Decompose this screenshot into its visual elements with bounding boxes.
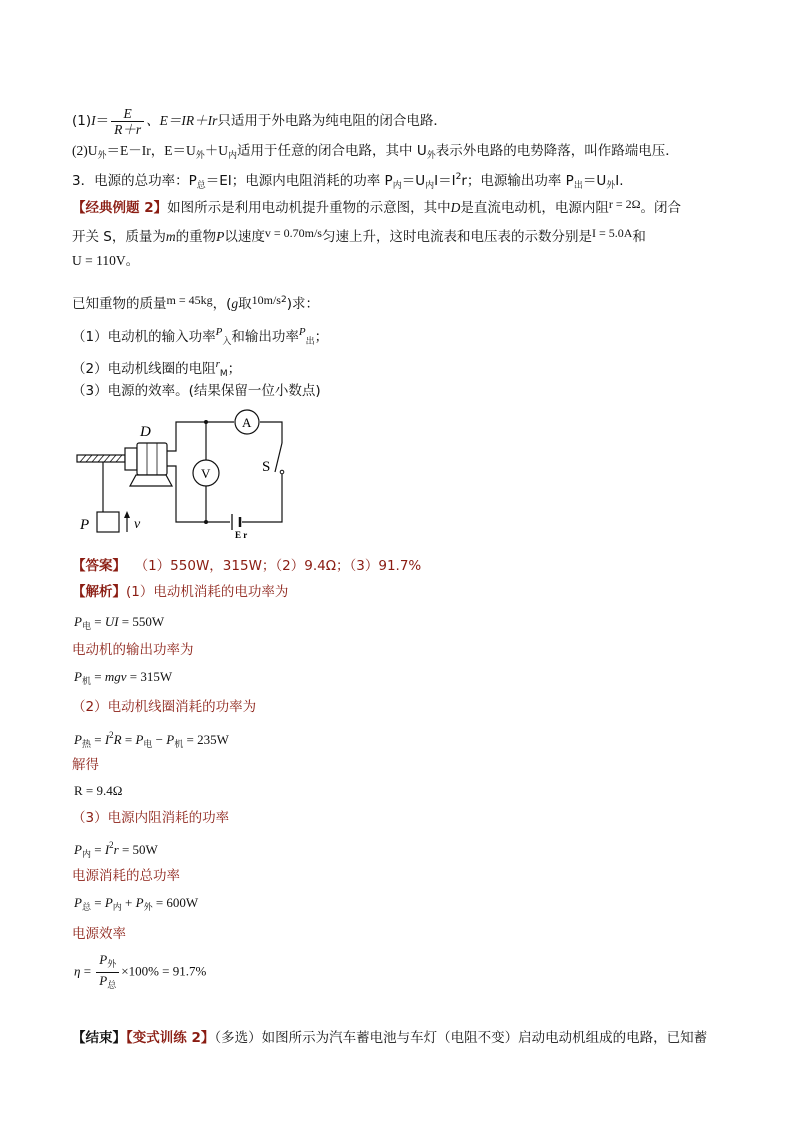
example-line-2 [72, 223, 646, 247]
analysis-formula-3: $P_热 = I^2R = P_电 - P_机 = 235W$ [74, 730, 229, 749]
note-line-2 [72, 141, 679, 166]
answer-values: （1）550W，315W；（2）9.4Ω；（3）91.7% [134, 558, 422, 574]
note1-frac-num: E [111, 106, 144, 122]
q2-b: ； [227, 361, 242, 377]
q1-pin-sub: 入 [222, 337, 232, 347]
note1-num: (1) [72, 113, 92, 129]
known-a: 已知重物的质量 [72, 296, 167, 312]
answer-line [72, 556, 421, 576]
q1-a: （1）电动机的输入功率 [72, 329, 216, 345]
footer-line [72, 1028, 707, 1048]
analysis-formula-4: R = 9.4Ω [74, 783, 123, 798]
analysis-formula-7: η = $\frac{P_外}{P_总}$ ×100% = 91.7% [74, 952, 206, 990]
q1-pin: P [215, 326, 223, 338]
weight-block [97, 512, 119, 532]
known-b: ，( [212, 296, 232, 312]
footer-variant-tag: 【变式训练 2】 [126, 1030, 215, 1046]
analysis-s2: 电动机的输出功率为 [72, 642, 194, 658]
example-l2-a: 开关 S，质量为 [72, 229, 166, 245]
example-l1-a: 如图所示是利用电动机提升重物的示意图，其中 [167, 200, 451, 216]
example-known: 已知重物的质量m = 45kg，(g取$10m/s^2$)求： [72, 293, 319, 312]
q2-r-sub: M [219, 369, 228, 379]
note1-mid: 、E＝IR＋Ir [146, 113, 218, 128]
analysis-tag: 【解析】 [72, 584, 126, 600]
note-line-3: 3．电源的总功率：$P_总=EI$；电源内电阻消耗的功率 $P_内=U_内I=I^2r$；电源输出功率 $P_出=U_外I$. [72, 172, 624, 191]
analysis-formula-2: $P_机$ = mgv = 315W [74, 669, 173, 686]
footer-end-tag: 【结束】 [72, 1030, 126, 1046]
example-l1-r: r = 2Ω [608, 197, 641, 211]
example-l2-P: P [216, 229, 225, 244]
question-1 [72, 322, 328, 352]
example-l1-c: 。闭合 [640, 200, 682, 216]
analysis-formula-6: $P_总 = P_内 + P_外 = 600W$ [74, 895, 199, 912]
example-tag: 【经典例题 2】 [72, 200, 168, 216]
battery-label: E r [235, 530, 248, 538]
note2-sub-out: 外 [97, 151, 107, 161]
motor-base [130, 475, 172, 486]
q2-a: （2）电动机线圈的电阻 [72, 361, 216, 377]
note2-text-a: 适用于任意的闭合电路，其中 U [237, 143, 427, 159]
analysis-s6: 电源消耗的总功率 [72, 868, 180, 884]
example-l3-end: 。 [125, 253, 140, 269]
note3-g: I. [615, 173, 624, 189]
analysis-formula-1: $P_电$ = UI = 550W [74, 614, 165, 631]
example-line-1 [72, 194, 681, 218]
known-d: )求： [286, 296, 319, 312]
efficiency-fraction: $\frac{P_外}{P_总}$ [96, 952, 119, 993]
footer-text: （多选）如图所示为汽车蓄电池与车灯（电阻不变）启动电动机组成的电路，已知蓄 [214, 1030, 708, 1046]
motor-label: D [140, 424, 151, 440]
note1-text: 只适用于外电路为纯电阻的闭合电路． [217, 113, 447, 129]
note2-sub-out-b: 外 [195, 151, 205, 161]
note3-b: ＝EI；电源内电阻消耗的功率 P [205, 173, 393, 189]
q1-b: 和输出功率 [231, 329, 299, 345]
question-3: （3）电源的效率。(结果保留一位小数点) [72, 383, 321, 399]
example-l2-I: I = 5.0A [591, 226, 633, 240]
example-line-3 [72, 251, 139, 271]
note2-sub-out-c: 外 [426, 151, 436, 161]
note3-sub-total: 总 [196, 181, 206, 191]
known-gv: 10m/s [251, 293, 281, 307]
note2-f2: ＋U [204, 143, 229, 158]
switch-label: S [262, 459, 271, 475]
known-c: 取 [238, 296, 252, 312]
known-g: g [231, 296, 239, 311]
example-l2-m: m [165, 229, 176, 244]
note2-f1: ＝E－Ir，E＝U [106, 143, 196, 158]
note3-a: 3．电源的总功率：P [72, 173, 197, 189]
answer-tag: 【答案】 [72, 558, 126, 574]
weight-label: P [80, 517, 90, 533]
q1-pout: P [298, 326, 306, 338]
note3-f: ＝U [582, 173, 607, 189]
motor-front [125, 448, 137, 470]
circuit-figure [72, 408, 302, 538]
analysis-s4: 解得 [72, 757, 99, 773]
analysis-s1: (1）电动机消耗的电功率为 [126, 584, 289, 600]
example-l2-d: 匀速上升，这时电流表和电压表的示数分别是 [321, 229, 592, 245]
example-l3-U: U = 110V [72, 253, 126, 268]
q1-c: ； [314, 329, 329, 345]
example-l2-c: 以速度 [224, 229, 265, 245]
note2-text-b: 表示外电路的电势降落，叫作路端电压． [435, 143, 679, 159]
q1-pout-sub: 出 [305, 337, 315, 347]
example-l1-b: 是直流电动机，电源内阻 [460, 200, 609, 216]
note3-e: r；电源输出功率 P [461, 173, 574, 189]
note1-fraction [111, 106, 144, 137]
note1-frac-den: R＋r [114, 121, 142, 137]
analysis-s7: 电源效率 [72, 926, 126, 942]
note3-sub-in: 内 [392, 181, 402, 191]
velocity-label: v [134, 517, 141, 532]
note3-d: I＝I [434, 173, 456, 189]
note3-c: ＝U [401, 173, 426, 189]
note2-sub-in: 内 [228, 151, 238, 161]
motor-body [137, 443, 167, 475]
example-l2-v: v = 0.70m/s [264, 226, 322, 240]
note-line-1: (1)I＝ $\frac{E}{R+r}$ 、E＝IR＋Ir只适用于外电路为纯电阻的闭合电路． [72, 105, 447, 137]
analysis-formula-5: $P_内 = I^2r = 50W$ [74, 840, 158, 859]
note3-sub-out: 出 [573, 181, 583, 191]
note3-sub-out2: 外 [606, 181, 616, 191]
q2-r: r [215, 358, 220, 370]
example-l2-b: 的重物 [175, 229, 217, 245]
note3-sub-in-b: 内 [425, 181, 435, 191]
ammeter-label: A [242, 415, 252, 430]
voltmeter-label: V [201, 466, 211, 481]
question-2 [72, 354, 241, 384]
known-m: m = 45kg [166, 293, 213, 307]
example-l2-e: 和 [632, 229, 646, 245]
note2-lead: (2)U [72, 143, 98, 158]
example-l1-D: D [450, 200, 461, 215]
switch-blade [275, 443, 282, 472]
analysis-s3: （2）电动机线圈消耗的功率为 [72, 699, 257, 715]
analysis-s5: （3）电源内阻消耗的功率 [72, 810, 230, 826]
analysis-line-1 [72, 582, 288, 602]
